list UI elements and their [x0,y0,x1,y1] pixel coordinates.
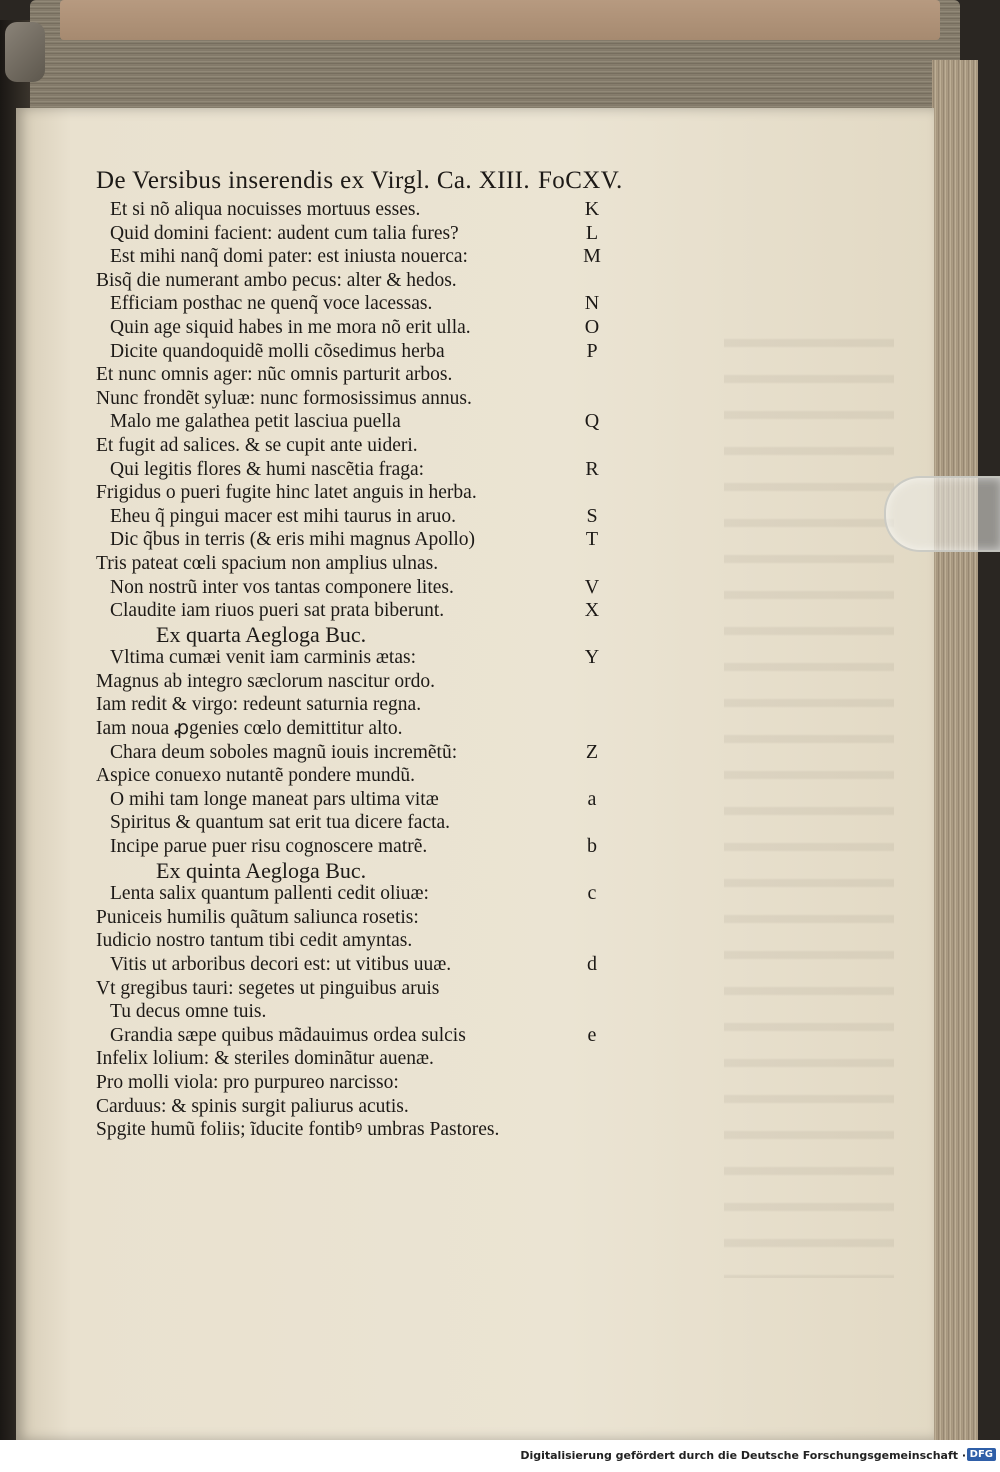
verse-line [96,1000,708,1024]
margin-letter: M [583,245,601,268]
verse-text: Et si nõ aliqua nocuisses mortuus esses. [110,199,421,220]
verse-line [96,576,708,600]
verse-text: Et fugit ad salices. & se cupit ante uideri. [96,434,418,456]
verse-text: Magnus ab integro sæclorum nascitur ordo. [96,670,436,692]
verse-line [96,269,708,293]
margin-letter: b [587,835,597,858]
verse-text: Iudicio nostro tantum tibi cedit amyntas. [96,930,413,952]
verse-line [96,717,708,741]
verse-line [96,505,708,529]
verse-line [96,953,708,977]
page-stack-top [30,0,960,112]
verse-text: Tris pateat cœli spacium non amplius ulnas. [96,552,439,574]
verse-text: Ex quarta Aegloga Buc. [156,621,367,647]
verse-line [96,835,708,859]
verse-list [96,198,708,1142]
page-text [96,164,708,1142]
verse-text: Aspice conuexo nutantẽ pondere mundũ. [96,765,415,787]
section-heading [96,623,708,647]
verse-text: Vitis ut arboribus decori est: ut vitibus uuæ. [110,954,452,975]
verse-text: Nunc frondẽt syluæ: nunc formosissimus annus. [96,387,472,409]
margin-letter: V [584,575,600,598]
margin-letter: d [587,953,597,975]
margin-letter: L [585,221,599,244]
running-head [96,164,708,198]
margin-letter: T [585,528,599,551]
glass-weight [884,476,1000,552]
clasp-icon [5,22,45,82]
verse-line [96,410,708,434]
margin-letter: R [585,457,599,480]
show-through [724,318,894,1278]
verse-line [96,929,708,953]
verse-text: Incipe parue puer risu cognoscere matrẽ. [110,836,428,858]
margin-letter: N [584,292,600,315]
verse-line [96,788,708,812]
verse-text: Dic q̃bus in terris (& eris mihi magnus Apollo) [110,529,476,551]
verse-line [96,764,708,788]
running-head-title: De Versibus inserendis ex Virgl. Ca. XIII. [96,167,530,194]
verse-line [96,906,708,930]
verse-line [96,1071,708,1095]
verse-text: Quin age siquid habes in me mora nõ erit ulla. [110,316,471,338]
verse-line [96,646,708,670]
verse-line [96,387,708,411]
verse-line [96,1095,708,1119]
margin-letter: S [586,504,598,527]
verse-line [96,340,708,364]
verse-text: Spgite humũ foliis; ĩducite fontibꝰ umbras Pastores. [96,1119,500,1141]
verse-line [96,222,708,246]
verse-text: Lenta salix quantum pallenti cedit oliuæ: [110,883,429,905]
section-heading [96,859,708,883]
verse-text: Infelix lolium: & steriles dominãtur auenæ. [96,1048,434,1070]
verse-text: Pro molli viola: pro purpureo narcisso: [96,1071,399,1093]
folio-number: FoCXV. [538,167,623,194]
verse-line [96,670,708,694]
verse-text: Chara deum soboles magnũ iouis incremẽtũ: [110,741,458,763]
verse-text: O mihi tam longe maneat pars ultima vitæ [110,788,439,810]
verse-text: Bisq̃ die numerant ambo pecus: alter & hedos. [96,269,457,291]
verse-line [96,1024,708,1048]
verse-line [96,198,708,222]
verse-text: Dicite quandoquidẽ molli cõsedimus herba [110,340,445,362]
verse-text: Vt gregibus tauri: segetes ut pinguibus aruis [96,977,440,999]
dfg-logo-icon: DFG [967,1448,996,1461]
verse-text: Efficiam posthac ne quenq̃ voce lacessas. [110,293,433,315]
verse-text: Tu decus omne tuis. [110,1001,267,1023]
margin-letter: c [587,882,597,905]
verse-line [96,292,708,316]
margin-letter: Y [584,646,600,669]
margin-letter: X [584,599,600,622]
verse-line [96,977,708,1001]
verse-line [96,1118,708,1142]
margin-letter: Q [584,410,600,433]
verse-text: Grandia sæpe quibus mãdauimus ordea sulcis [110,1024,466,1046]
verse-line [96,811,708,835]
verse-text: Quid domini facient: audent cum talia fures? [110,222,459,244]
margin-letter: K [584,198,600,220]
verse-text: Iam noua ꝓgenies cœlo demittitur alto. [96,718,403,740]
verse-text: Est mihi nanq̃ domi pater: est iniusta nouerca: [110,246,468,268]
margin-letter: P [586,339,598,362]
verse-line [96,741,708,765]
verse-line [96,481,708,505]
verse-text: Carduus: & spinis surgit paliurus acutis. [96,1095,409,1117]
verse-line [96,363,708,387]
verse-line [96,1047,708,1071]
verse-line [96,693,708,717]
margin-letter: O [584,315,600,338]
verse-text: Spiritus & quantum sat erit tua dicere facta. [110,812,451,834]
footer-credit: Digitalisierung gefördert durch die Deutsche Forschungsgemeinschaft · [520,1449,966,1462]
verse-line [96,434,708,458]
verse-line [96,882,708,906]
verse-line [96,599,708,623]
verse-line [96,528,708,552]
verse-text: Non nostrũ inter vos tantas componere lites. [110,576,454,598]
margin-letter: e [587,1023,597,1046]
verse-text: Malo me galathea petit lasciua puella [110,411,401,433]
page-stack-right [932,60,978,1440]
verse-text: Iam redit & virgo: redeunt saturnia regna. [96,694,422,716]
verse-text: Ex quinta Aegloga Buc. [156,857,367,883]
verse-text: Eheu q̃ pingui macer est mihi taurus in aruo. [110,505,457,527]
verse-text: Et nunc omnis ager: nũc omnis parturit arbos. [96,364,453,386]
footer-bar [0,1440,1000,1472]
verse-line [96,458,708,482]
verse-text: Puniceis humilis quãtum saliunca rosetis: [96,906,419,928]
verse-text: Vltima cumæi venit iam carminis ætas: [110,647,416,669]
verse-line [96,552,708,576]
margin-letter: Z [585,740,599,763]
verse-line [96,316,708,340]
verse-text: Claudite iam riuos pueri sat prata biberunt. [110,600,445,622]
margin-letter: a [587,787,597,810]
verse-line [96,245,708,269]
verse-text: Frigidus o pueri fugite hinc latet anguis in herba. [96,482,477,504]
verse-text: Qui legitis flores & humi nascẽtia fraga: [110,458,425,480]
